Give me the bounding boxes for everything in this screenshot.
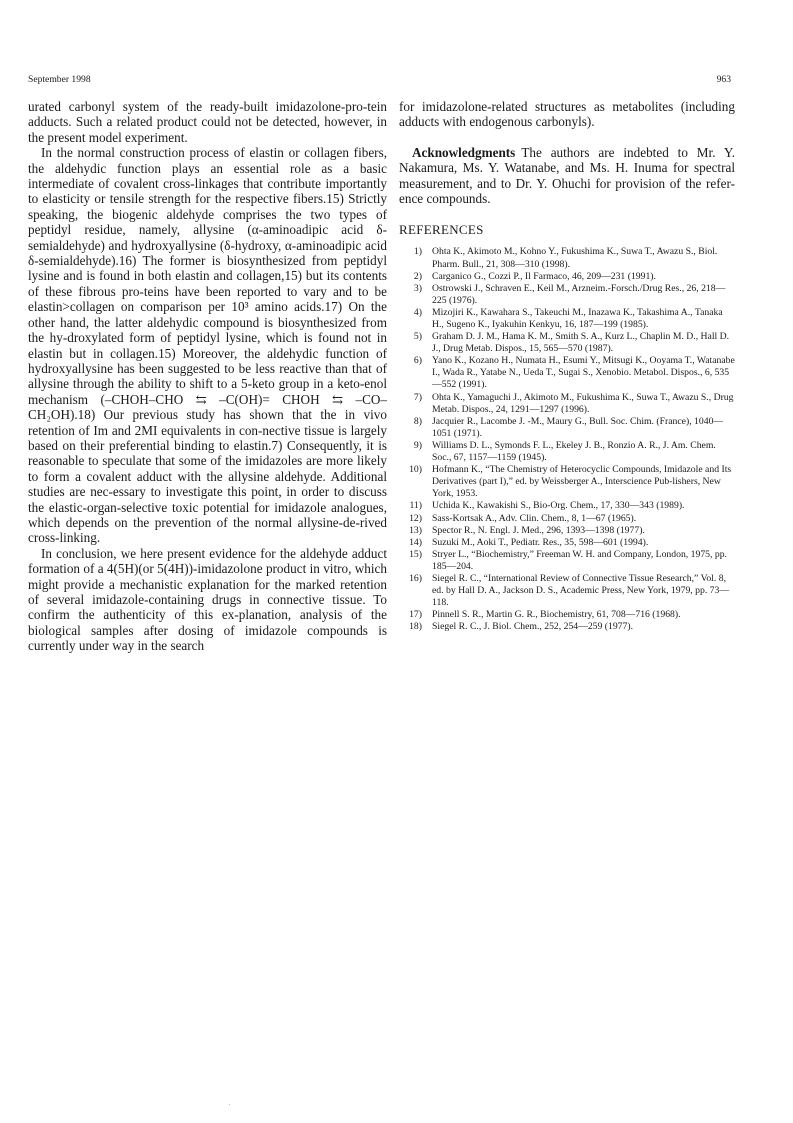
reference-number: 14)	[409, 536, 422, 548]
reference-number: 15)	[409, 548, 422, 560]
reference-number: 10)	[409, 464, 422, 476]
running-header-date: September 1998	[28, 74, 91, 85]
reference-item	[399, 500, 735, 512]
reference-item	[399, 246, 735, 270]
page-number: 963	[716, 74, 731, 85]
references-list	[399, 246, 735, 633]
reference-item	[399, 609, 735, 621]
reference-item	[399, 537, 735, 549]
reference-text: Ohta K., Yamaguchi J., Akimoto M., Fukushima K., Suwa T., Awazu S., Drug Metab. Dispos., 24, 1291—1297 (1996).	[432, 391, 734, 415]
reference-item	[399, 283, 735, 307]
reference-text: Mizojiri K., Kawahara S., Takeuchi M., Inazawa K., Takashima A., Tanaka H., Sugeno K., Iyakuhin Kenkyu, 16, 187—199 (1985).	[432, 306, 723, 330]
reference-number: 7)	[413, 391, 422, 403]
reference-text: Uchida K., Kawakishi S., Bio-Org. Chem., 17, 330—343 (1989).	[432, 500, 685, 512]
reference-number: 17)	[409, 609, 422, 621]
right-column	[399, 99, 735, 633]
reference-number: 1)	[413, 246, 422, 258]
reference-text: Jacquier R., Lacombe J. -M., Maury G., Bull. Soc. Chim. (France), 1040—1051 (1971).	[432, 415, 724, 439]
reference-text: Ohta K., Akimoto M., Kohno Y., Fukushima K., Suwa T., Awazu S., Biol. Pharm. Bull., 21, 308—310 (1998).	[432, 246, 718, 270]
reference-number: 5)	[413, 331, 422, 343]
reference-item	[399, 573, 735, 609]
reference-text: Hofmann K., “The Chemistry of Heterocyclic Compounds, Imidazole and Its Derivatives (part I),” ed. by Weissberger A., Interscience Pub-lishers, New York, 1953.	[432, 464, 732, 500]
reference-item	[399, 464, 735, 500]
reference-text: Pinnell S. R., Martin G. R., Biochemistry, 61, 708—716 (1968).	[432, 609, 681, 621]
reference-number: 4)	[413, 306, 422, 318]
reference-item	[399, 513, 735, 525]
reference-text: Williams D. L., Symonds F. L., Ekeley J. B., Ronzio A. R., J. Am. Chem. Soc., 67, 1157—1159 (1945).	[432, 439, 716, 464]
reference-item	[399, 331, 735, 355]
reference-number: 12)	[409, 512, 422, 524]
reference-item	[399, 271, 735, 283]
body-paragraph-1: urated carbonyl system of the ready-built imidazolone-pro-tein adducts. Such a related product could not be detected, however, in the present model experiment.	[28, 99, 387, 145]
reference-text: Yano K., Kozano H., Numata H., Esumi Y., Mitsugi K., Ooyama T., Watanabe I., Wada R., Yatabe N., Ueda T., Sugai S., Xenobio. Metabol. Dispos., 6, 535—552 (1991).	[432, 355, 735, 391]
reference-number: 13)	[409, 524, 422, 536]
reference-item	[399, 392, 735, 416]
reference-text: Graham D. J. M., Hama K. M., Smith S. A., Kurz L., Chaplin M. D., Hall D. J., Drug Metab. Dispos., 15, 565—570 (1987).	[432, 331, 730, 355]
reference-item	[399, 440, 735, 464]
reference-text: Spector R., N. Engl. J. Med., 296, 1393—1398 (1977).	[432, 524, 645, 536]
reference-number: 2)	[413, 270, 422, 282]
reference-number: 9)	[413, 439, 422, 451]
reference-item	[399, 549, 735, 573]
body-paragraph-2: In the normal construction process of elastin or collagen fibers, the aldehydic function plays an essential role as a basic intermediate of covalent cross-linkages that contribute importantly to elasticity or tensile strength for the respective fibers.15) Strictly speaking, the biogenic aldehyde comprises the two types of peptidyl residue, namely, allysine (α-aminoadipic acid δ-semialdehyde) and hydroxyallysine (δ-hydroxy, α-aminoadipic acid δ-semialdehyde).16) The former is biosynthesized from peptidyl lysine and is found in both elastin and collagen,15) but its contents of these fibrous pro-teins have been reported to vary and to be elastin>collagen on comparison per 10³ amino acids.17) On the other hand, the latter aldehydic compound is biosynthesized from the hy-droxylated form of peptidyl lysine, which is found not in elastin but in collagen.15) Moreover, the aldehydic function of hydroxyallysine has been suggested to be less reactive than that of allysine through the ability to shift to a 5-keto group in a keto-enol mechanism (–CHOH–CHO ⇆ –C(OH)= CHOH ⇆ –CO–CH₂OH).18) Our previous study has shown that the in vivo retention of Im and 2MI equivalents in con-nective tissue is largely based on their preferential binding to elastin.7) Consequently, it is reasonable to speculate that some of the imidazoles are more likely to form a covalent adduct with the allysine aldehyde. Additional studies are nec-essary to investigate this point, in order to discuss the elastic-organ-selective toxic potential for imidazole analogues, which depends on the prevention of the normal allysine-de-rived cross-linking.	[28, 145, 387, 546]
reference-text: Suzuki M., Aoki T., Pediatr. Res., 35, 598—601 (1994).	[432, 536, 649, 548]
body-paragraph-continuation: for imidazolone-related structures as metabolites (including adducts with endogenous carbonyls).	[399, 99, 735, 130]
reference-item	[399, 416, 735, 440]
reference-number: 6)	[413, 355, 422, 367]
reference-text: Carganico G., Cozzi P., Il Farmaco, 46, 209—231 (1991).	[432, 270, 656, 282]
reference-number: 18)	[409, 621, 422, 633]
acknowledgments-heading: Acknowledgments	[412, 144, 516, 160]
page-speck	[229, 1104, 230, 1105]
acknowledgments-text: The authors are indebted to Mr. Y. Nakamura, Ms. Y. Watanabe, and Ms. H. Inuma for spectral measurement, and to Dr. Y. Ohuchi for provision of the refer-ence compounds.	[399, 144, 735, 207]
reference-item	[399, 525, 735, 537]
reference-text: Ostrowski J., Schraven E., Keil M., Arzneim.-Forsch./Drug Res., 26, 218—225 (1976).	[432, 282, 726, 306]
reference-text: Siegel R. C., J. Biol. Chem., 252, 254—259 (1977).	[432, 621, 634, 633]
references-heading: REFERENCES	[399, 222, 484, 238]
reference-number: 8)	[413, 415, 422, 427]
body-paragraph-3: In conclusion, we here present evidence for the aldehyde adduct formation of a 4(5H)(or 5(4H))-imidazolone product in vitro, which might provide a mechanistic explanation for the marked retention of several imidazole-containing drugs in connective tissue. To confirm the authenticity of this ex-planation, analysis of the biological samples after dosing of imidazole compounds is currently under way in the search	[28, 545, 387, 654]
reference-number: 11)	[409, 500, 422, 512]
reference-number: 3)	[413, 282, 422, 294]
left-column	[28, 99, 387, 654]
reference-item	[399, 307, 735, 331]
reference-number: 16)	[409, 572, 422, 584]
acknowledgments	[399, 145, 735, 207]
reference-text: Siegel R. C., “International Review of Connective Tissue Research,” Vol. 8, ed. by Hall D. A., Jackson D. S., Academic Press, New York, 1979, pp. 73—118.	[432, 572, 730, 609]
reference-item	[399, 355, 735, 391]
reference-item	[399, 621, 735, 633]
reference-text: Sass-Kortsak A., Adv. Clin. Chem., 8, 1—67 (1965).	[432, 512, 637, 524]
reference-text: Stryer L., “Biochemistry,” Freeman W. H. and Company, London, 1975, pp. 185—204.	[432, 548, 727, 572]
